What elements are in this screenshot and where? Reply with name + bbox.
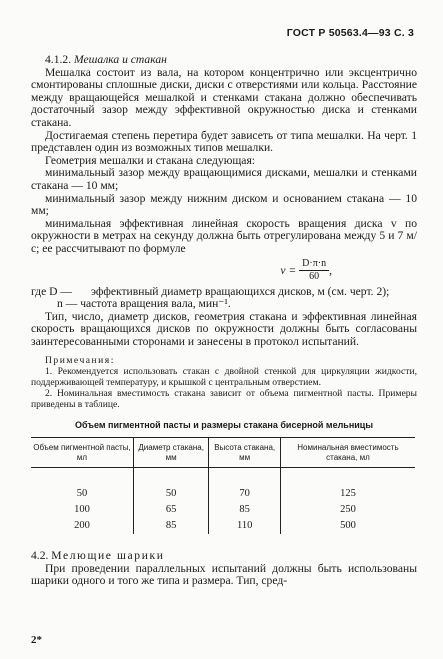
- note-2: 2. Номинальная вместимость стакана зависит от объема пигментной пасты. Примеры приведены в таблице.: [31, 387, 417, 410]
- table-header-cell: Номинальная вместимость стакана, мл: [280, 438, 415, 468]
- notes-title: Примечания:: [45, 354, 115, 366]
- definition-n: n — частота вращения вала, мин⁻¹.: [57, 297, 231, 311]
- table-header-cell: Высота стакана, мм: [209, 438, 281, 468]
- paragraph-1: Мешалка состоит из вала, на котором концентрично или эксцентрично смонтированы сплошные диски, диски с отверстиями или кольца. Расстояние между вращающейся мешалкой и стенками стакана должно обеспечивать достаточный зазор между эффективной окружностью диска и стенками стакана.: [31, 65, 417, 129]
- table-cell: 50: [133, 468, 209, 503]
- document-body: [31, 54, 417, 588]
- table-row: [31, 468, 415, 503]
- table-header-row: [31, 438, 415, 468]
- section-2-heading: [31, 550, 417, 563]
- signature-mark: 2*: [31, 634, 42, 646]
- definition-d: [31, 286, 417, 299]
- table-header-cell: Диаметр стакана, мм: [133, 438, 209, 468]
- formula-fraction: [299, 258, 329, 284]
- section-1-title: Мешалка и стакан: [74, 53, 167, 66]
- formula-numerator: D·π·n: [299, 258, 329, 272]
- table-cell: 500: [280, 518, 415, 534]
- paste-volume-table: [31, 437, 415, 534]
- table-cell: 50: [76, 487, 88, 499]
- table-cell: 85: [133, 518, 209, 534]
- section-1-number: 4.1.2.: [45, 53, 72, 66]
- formula-suffix: ,: [329, 263, 332, 277]
- paragraph-6: минимальная эффективная линейная скорость вращения диска v по окружности в метрах на секунду должна быть отрегулирована между 5 и 7 м/с; ее рассчитывают по формуле: [31, 216, 417, 255]
- table-cell: 70: [209, 468, 281, 503]
- paragraph-7: Тип, число, диаметр дисков, геометрия стакана и эффективная линейная скорость вращающихся дисков по окружности должны быть согласованы заинтересованными сторонами и занесены в протокол испытаний.: [31, 309, 417, 349]
- table-cell: 100: [74, 503, 90, 515]
- section-2-title: Мелющие шарики: [51, 549, 165, 563]
- paragraph-4: минимальный зазор между вращающимися дисками, мешалки и стенками стакана — 10 мм;: [31, 166, 417, 192]
- paragraph-5: минимальный зазор между нижним диском и основанием стакана — 10 мм;: [31, 191, 417, 218]
- paragraph-8: При проведении параллельных испытаний должны быть использованы шарики одного и того же типа и размера. Тип, сред-: [31, 561, 417, 588]
- table-cell: 200: [74, 519, 90, 531]
- table-cell: 250: [280, 502, 415, 518]
- formula-denominator: 60: [309, 271, 320, 283]
- table-cell: 125: [280, 468, 415, 503]
- definition-d-text: эффективный диаметр вращающихся дисков, м (см. черт. 2);: [91, 284, 390, 298]
- table-cell: 65: [133, 502, 209, 518]
- section-1-heading: [31, 54, 417, 67]
- table-header-cell: Объем пигментной пасты, мл: [31, 438, 133, 468]
- paragraph-3: Геометрия мешалки и стакана следующая:: [45, 153, 256, 167]
- paragraph-2: Достигаемая степень перетира будет зависеть от типа мешалки. На черт. 1 представлен один из возможных типов мешалки.: [31, 128, 417, 155]
- table-row: [31, 518, 415, 534]
- definition-d-lead: где D —: [31, 284, 72, 298]
- table-cell: 110: [209, 518, 281, 534]
- section-2-number: 4.2.: [31, 549, 49, 563]
- page-header: ГОСТ Р 50563.4—93 С. 3: [286, 27, 414, 39]
- formula-lhs: v =: [280, 263, 297, 277]
- velocity-formula: [31, 258, 417, 284]
- note-1: 1. Рекомендуется использовать стакан с двойной стенкой для циркуляции жидкости, поддерживающей температуру, и крышкой с центральным отверстием.: [31, 365, 417, 388]
- table-row: [31, 502, 415, 518]
- table-title: Объем пигментной пасты и размеры стакана бисерной мельницы: [74, 419, 374, 430]
- table-cell: 85: [209, 502, 281, 518]
